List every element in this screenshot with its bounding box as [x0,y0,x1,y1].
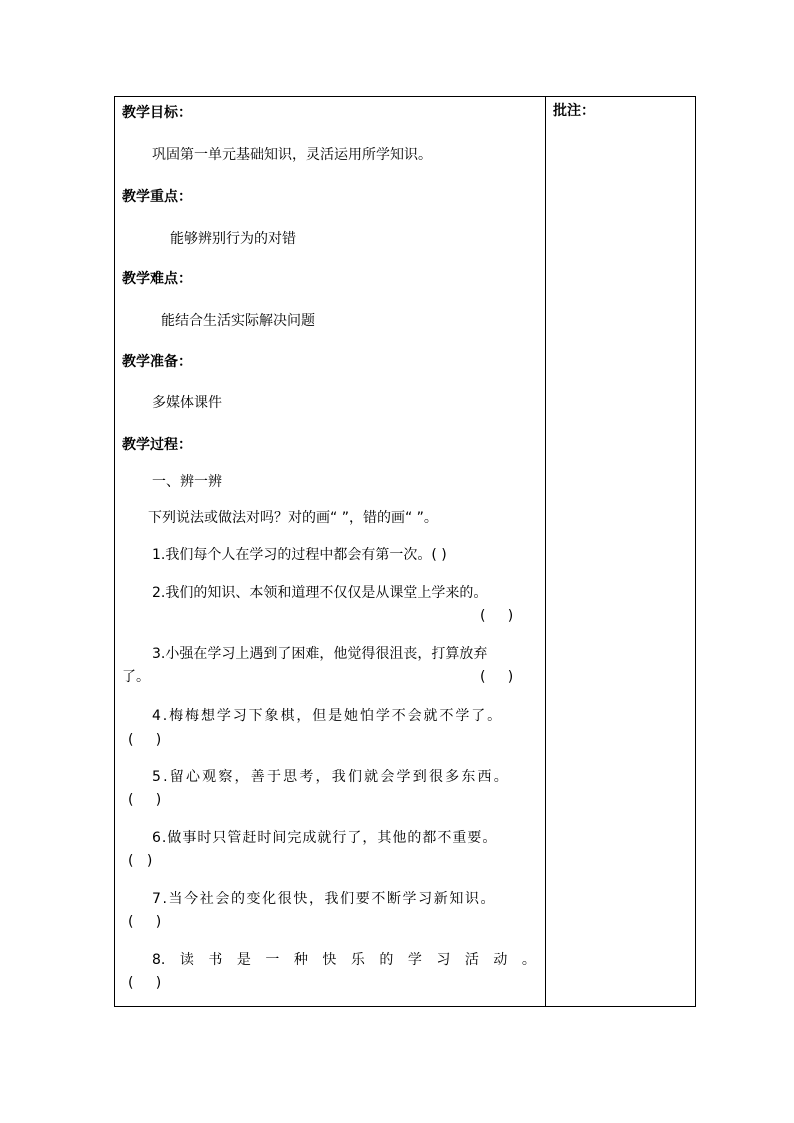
instruction-text: 下列说法或做法对吗？对的画“ ”，错的画“ ”。 [148,510,438,526]
difficulty-text: 能结合生活实际解决问题 [161,313,315,329]
question-8-char: 种 [293,952,308,968]
question-4-answer-blank: ( ) [128,732,162,748]
question-2: 2.我们的知识、本领和道理不仅仅是从课堂上学来的。 [152,585,488,601]
question-8 [152,951,536,969]
question-1: 1.我们每个人在学习的过程中都会有第一次。( ) [152,547,447,563]
question-8-char: 快 [322,952,337,968]
goal-text: 巩固第一单元基础知识，灵活运用所学知识。 [152,147,432,163]
key-heading: 教学重点： [122,189,192,205]
goal-heading: 教学目标： [122,105,192,121]
question-8-char: 。 [521,952,536,968]
question-8-char: 读 [179,952,194,968]
question-5: 5.留心观察，善于思考，我们就会学到很多东西。 [152,769,510,785]
column-divider [545,96,546,1007]
question-8-char: 习 [436,952,451,968]
question-8-char: 动 [493,952,508,968]
question-8-char: 书 [208,952,223,968]
question-6: 6.做事时只管赶时间完成就行了，其他的都不重要。 [152,830,498,846]
prep-text: 多媒体课件 [152,395,222,411]
question-7: 7.当今社会的变化很快，我们要不断学习新知识。 [152,891,497,907]
difficulty-heading: 教学难点： [122,271,192,287]
question-8-char: 8. [152,952,166,968]
notes-heading: 批注： [553,103,595,119]
question-3-answer-blank: ( ) [480,669,514,685]
question-3-continued: 了。 [122,669,150,685]
question-8-char: 是 [236,952,251,968]
question-8-char: 学 [407,952,422,968]
question-4: 4.梅梅想学习下象棋，但是她怕学不会就不学了。 [152,708,504,724]
key-text: 能够辨别行为的对错 [170,231,296,247]
question-8-char: 一 [265,952,280,968]
section-title: 一、辨一辨 [152,474,222,490]
question-6-answer-blank: ( ) [128,853,153,869]
prep-heading: 教学准备： [122,354,192,370]
question-3: 3.小强在学习上遇到了困难，他觉得很沮丧，打算放弃 [152,646,488,662]
process-heading: 教学过程： [122,437,192,453]
question-8-char: 活 [464,952,479,968]
question-5-answer-blank: ( ) [128,792,162,808]
question-8-char: 的 [379,952,394,968]
question-7-answer-blank: ( ) [128,914,162,930]
question-2-answer-blank: ( ) [480,608,514,624]
question-8-answer-blank: ( ) [128,975,162,991]
question-8-char: 乐 [350,952,365,968]
